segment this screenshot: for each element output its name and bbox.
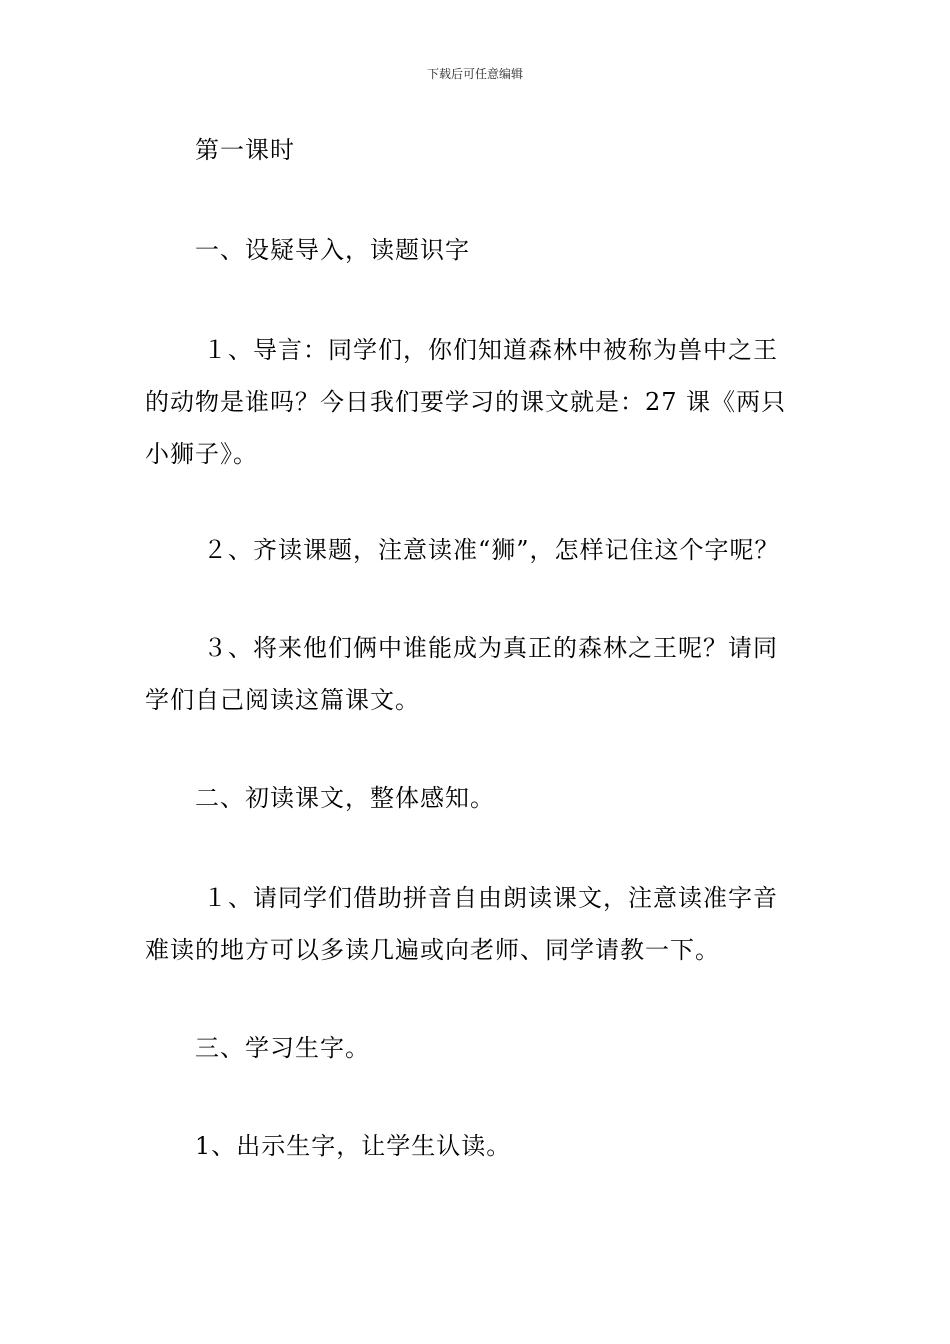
paragraph-line: 小狮子》。 (145, 440, 258, 468)
paragraph-line: 学们自己阅读这篇课文。 (145, 686, 420, 714)
paragraph-item-2-1 (145, 872, 805, 976)
paragraph-item-3-1: 1、出示生字，让学生认读。 (195, 1132, 512, 1160)
paragraph-line: 的动物是谁吗？今日我们要学习的课文就是：27 课《两只 (145, 388, 787, 416)
paragraph-line: ２、齐读课题，注意读准“狮”，怎样记住这个字呢？ (203, 536, 780, 564)
lesson-title: 第一课时 (195, 136, 295, 164)
section-heading-2: 二、初读课文，整体感知。 (195, 784, 495, 812)
paragraph-item-1-1 (145, 324, 805, 480)
paragraph-item-1-3 (145, 622, 805, 726)
section-heading-1: 一、设疑导入，读题识字 (195, 236, 470, 264)
paragraph-item-1-2 (145, 524, 805, 576)
paragraph-line: ３、将来他们俩中谁能成为真正的森林之王呢？请同 (203, 634, 778, 662)
paragraph-line: １、导言：同学们，你们知道森林中被称为兽中之王 (203, 336, 778, 364)
section-heading-3: 三、学习生字。 (195, 1034, 370, 1062)
paragraph-line: １、请同学们借助拼音自由朗读课文，注意读准字音 (203, 884, 778, 912)
paragraph-line: 难读的地方可以多读几遍或向老师、同学请教一下。 (145, 936, 720, 964)
page-header: 下载后可任意编辑 (426, 67, 523, 81)
